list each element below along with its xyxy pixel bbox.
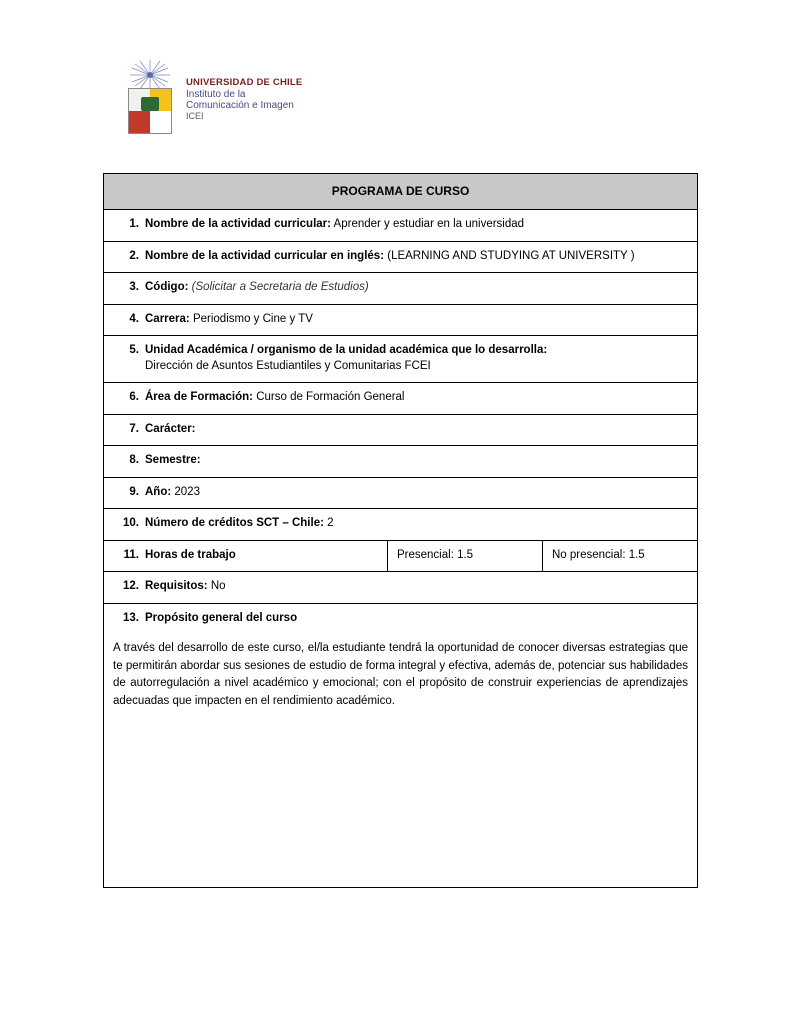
row-label: Carrera: (145, 312, 190, 325)
hours-no-presencial-cell (543, 540, 698, 572)
table-row (104, 210, 698, 242)
table-row (104, 383, 698, 415)
row-label: Número de créditos SCT – Chile: (145, 517, 324, 530)
row-value: 2 (327, 517, 334, 530)
row-label: Nombre de la actividad curricular: (145, 218, 331, 231)
table-row (104, 446, 698, 478)
logo-acronym: ICEI (186, 111, 204, 121)
row-label: Nombre de la actividad curricular en inglés: (145, 249, 385, 262)
row-number: 10. (123, 517, 139, 530)
table-row (104, 509, 698, 541)
hours-no-presencial-label: No presencial: (552, 548, 626, 561)
table-row (104, 241, 698, 273)
table-row (104, 273, 698, 305)
row-label: Área de Formación: (145, 391, 253, 404)
hours-presencial-label: Presencial: (397, 548, 454, 561)
row-number: 1. (129, 218, 139, 231)
logo-text (186, 58, 302, 121)
row-value: 2023 (174, 485, 200, 498)
row-number: 12. (123, 580, 139, 593)
row-value: Curso de Formación General (256, 391, 405, 404)
row-number: 3. (129, 281, 139, 294)
course-program-table (103, 173, 698, 888)
row-label: Año: (145, 485, 172, 498)
star-burst-icon (126, 58, 174, 92)
shield-icon (128, 88, 172, 134)
row-label: Semestre: (145, 454, 201, 467)
row-number: 11. (123, 548, 139, 561)
hours-presencial-cell (388, 540, 543, 572)
row-number: 7. (129, 422, 139, 435)
hours-row (104, 540, 698, 572)
row-label: Propósito general del curso (145, 611, 298, 624)
row-value: Aprender y estudiar en la universidad (333, 218, 525, 231)
logo-mark (118, 58, 180, 136)
table-title-row (104, 174, 698, 210)
row-label: Carácter: (145, 422, 196, 435)
row-number: 9. (129, 485, 139, 498)
row-number: 6. (129, 391, 139, 404)
row-number: 4. (129, 312, 139, 325)
row-number: 8. (129, 454, 139, 467)
table-row (104, 572, 698, 604)
row-value: Dirección de Asuntos Estudiantiles y Comunitarias FCEI (145, 359, 431, 372)
purpose-paragraph: A través del desarrollo de este curso, el/la estudiante tendrá la oportunidad de conocer diversas estrategias que te permitirán abordar sus sesiones de estudio de forma integral y efectiva, además de, potenciar sus habilidades de autorregulación a nivel académico y emocional; con el propósito de construir experiencias de aprendizajes adecuadas que impacten en el rendimiento académico. (113, 642, 688, 707)
row-label: Código: (145, 281, 189, 294)
document-title: PROGRAMA DE CURSO (104, 174, 698, 210)
table-row (104, 304, 698, 336)
row-value: Periodismo y Cine y TV (192, 312, 313, 325)
logo-university-name: UNIVERSIDAD DE CHILE (186, 77, 303, 88)
row-number: 5. (129, 344, 139, 357)
row-label: Unidad Académica / organismo de la unidad académica que lo desarrolla: (145, 344, 548, 357)
university-logo (118, 58, 408, 140)
row-value: (Solicitar a Secretaria de Estudios) (191, 281, 369, 294)
table-row (104, 336, 698, 383)
row-label: Horas de trabajo (145, 548, 236, 561)
logo-institute-line1: Instituto de la (186, 88, 246, 100)
row-value: (LEARNING AND STUDYING AT UNIVERSITY ) (387, 249, 635, 262)
row-number: 13. (123, 611, 139, 624)
row-value: No (210, 580, 226, 593)
row-number: 2. (129, 249, 139, 262)
hours-no-presencial-value: 1.5 (628, 548, 645, 561)
row-label: Requisitos: (145, 580, 208, 593)
purpose-row (104, 603, 698, 887)
table-row (104, 477, 698, 509)
table-row (104, 414, 698, 446)
hours-presencial-value: 1.5 (457, 548, 474, 561)
logo-institute-line2: Comunicación e Imagen (186, 99, 294, 111)
